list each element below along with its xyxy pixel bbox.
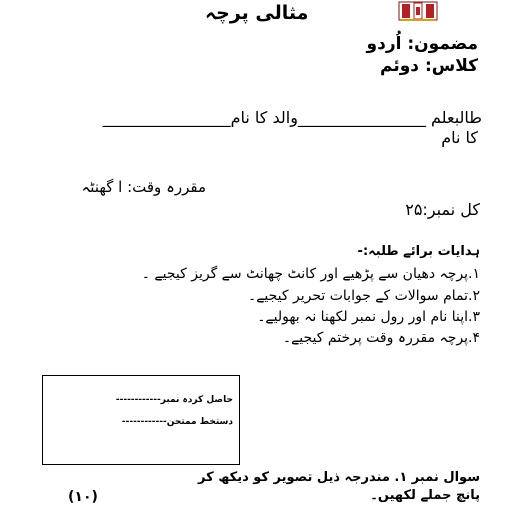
student-name-line: طالبعلم ________________والد کا نام________________ bbox=[102, 108, 482, 127]
instruction-item: ۲.تمام سوالات کے جوابات تحریر کیجیے۔ bbox=[248, 288, 480, 304]
page-title: مثالی پرچہ bbox=[205, 2, 309, 24]
student-name-line-2: کا نام bbox=[441, 128, 478, 147]
instructions-title: ہدایات برائے طلبہ:- bbox=[357, 244, 480, 259]
question-marks: (۱۰) bbox=[68, 489, 98, 505]
marks-box bbox=[42, 375, 240, 465]
instruction-item: ۳.اپنا نام اور رول نمبر لکھنا نہ بھولیے۔ bbox=[257, 309, 480, 325]
time-label: مقررہ وقت: ا گھنٹہ bbox=[81, 178, 206, 196]
total-marks-label: کل نمبر:۲۵ bbox=[405, 200, 480, 219]
obtained-marks-label: حاصل کردہ نمبر------------ bbox=[115, 395, 233, 405]
instruction-item: ۴.پرچہ مقررہ وقت پرختم کیجیے۔ bbox=[282, 330, 480, 346]
school-crest-icon bbox=[398, 0, 438, 22]
examiner-signature-label: دستخط ممتحن------------ bbox=[121, 417, 233, 427]
class-label: کلاس: دوئم bbox=[380, 56, 478, 76]
question-line-1: سوال نمبر ۱. مندرجہ ذیل تصویر کو دیکھ کر bbox=[198, 470, 480, 485]
instruction-item: ۱.پرچہ دھیان سے پڑھیے اور کانٹ چھانٹ سے گریز کیجیے ۔ bbox=[141, 266, 480, 282]
question-line-2: پانچ جملے لکھیں۔ bbox=[370, 488, 480, 503]
subject-label: مضمون: اُردو bbox=[366, 34, 478, 54]
